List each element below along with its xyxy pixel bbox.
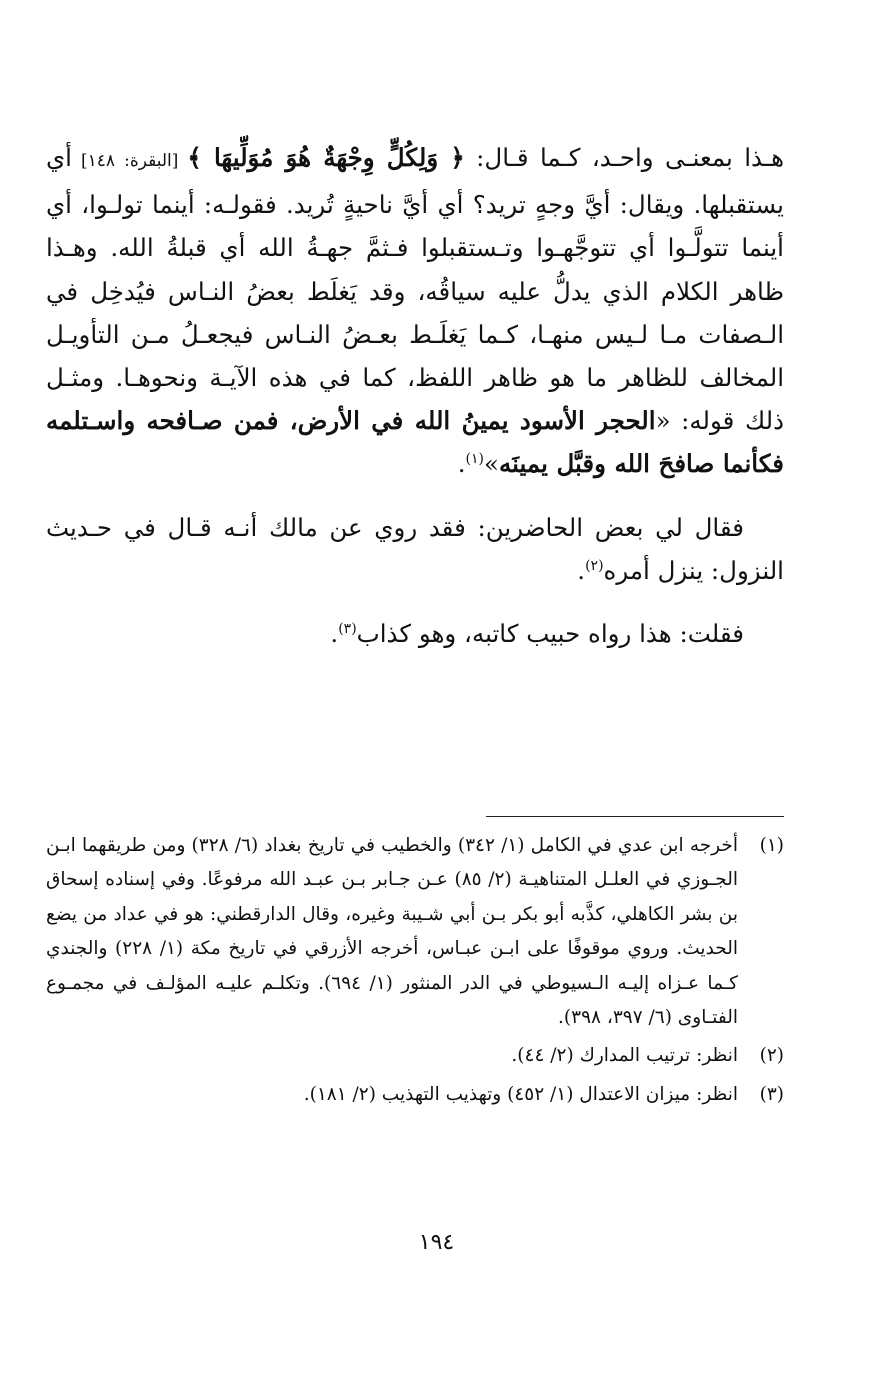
paragraph-text: هـذا بمعنـى واحـد، كـما قـال: (464, 143, 784, 172)
footnote-marker-2[interactable]: (٢) (585, 557, 604, 574)
paragraph-text: فقلت: هذا رواه حبيب كاتبه، وهو كذاب (356, 619, 744, 649)
footnote-number: (٣) (759, 1083, 784, 1105)
footnote-text: أخرجه ابن عدي في الكامل (١/ ٣٤٢) والخطيب في تاريخ بغداد (٦/ ٣٢٨) ومن طريقهما ابـن الجـوزي في العلـل المتناهيـة (٢/ ٨٥) عـن جـابر بـن عبـد الله مرفوعًا. وفي إسناده إسحاق بن بشر الكاهلي، كذَّبه أبو بكر بـن أبي شـيبة وغيره، وقال الدارقطني: هو في عداد من يضع الحديث. وروي موقوفًا على ابـن عبـاس، أخرجه الأزرقي في تاريخ مكة (١/ ٢٢٨) والجندي كـما عـزاه إليـه الـسيوطي في الدر المنثور (١/ ٦٩٤). وتكلـم عليـه المؤلـف في مجمـوع الفتـاوى (٦/ ٣٩٧، ٣٩٨). (46, 835, 738, 1029)
paragraph-2 (46, 506, 784, 592)
sentence-end: . (577, 555, 586, 585)
main-text (46, 136, 784, 655)
footnote-1 (46, 829, 784, 1035)
paragraph-text: أي يستقبلها. ويقال: أيَّ وجهٍ تريد؟ أي أيَّ ناحيةٍ تُريد. فقولـه: أينما تولـوا، أي أينما تتولَّـوا أي تتوجَّهـوا وتـستقبلوا فـثمَّ جهـةُ الله أي قبلةُ الله. وهـذا ظاهر الكلام الذي يدلُّ عليه سياقُه، وقد يَغلَط بعضُ النـاس فيُدخِل في الـصفات مـا لـيس منهـا، كـما يَغلَـط بعـضُ النـاس فيجعـلُ مـن التأويـل المخالف للظاهر ما هو ظاهر اللفظ، كما في هذه الآيـة ونحوهـا. ومثـل ذلك قوله: « (46, 143, 784, 436)
page-number: ١٩٤ (418, 1230, 455, 1255)
footnote-marker-1[interactable]: (١) (465, 451, 485, 468)
paragraph-text: فقال لي بعض الحاضرين: فقد روي عن مالك أنـه قـال في حـديث النزول: ينزل أمره (46, 512, 784, 585)
footnote-number: (٢) (759, 1045, 784, 1067)
footnote-text: انظر: ميزان الاعتدال (١/ ٤٥٢) وتهذيب التهذيب (٢/ ١٨١). (303, 1083, 738, 1105)
paragraph-1 (46, 136, 784, 486)
footnote-number: (١) (759, 835, 784, 856)
quote-close: » (484, 449, 500, 479)
footnote-3 (46, 1078, 784, 1112)
footnote-2 (46, 1039, 784, 1073)
verse-reference: [البقرة: ١٤٨] (71, 151, 188, 171)
paragraph-gap (46, 592, 784, 612)
quran-verse: ﴿ وَلِكُلٍّ وِجْهَةٌ هُوَ مُوَلِّيهَا ﴾ (187, 143, 465, 172)
paragraph-3 (46, 612, 784, 655)
footnote-marker-3[interactable]: (٣) (338, 620, 357, 637)
footnote-separator (486, 816, 784, 817)
paragraph-gap (46, 486, 784, 506)
sentence-end: . (457, 449, 466, 479)
footnotes (46, 829, 784, 1116)
hadith-text: الحجر الأسود يمينُ الله في الأرض، فمن صـافحه واسـتلمه فكأنما صافحَ الله وقبَّل يمينَه (46, 406, 784, 479)
footnote-text: انظر: ترتيب المدارك (٢/ ٤٤). (511, 1045, 738, 1067)
sentence-end: . (330, 619, 339, 649)
